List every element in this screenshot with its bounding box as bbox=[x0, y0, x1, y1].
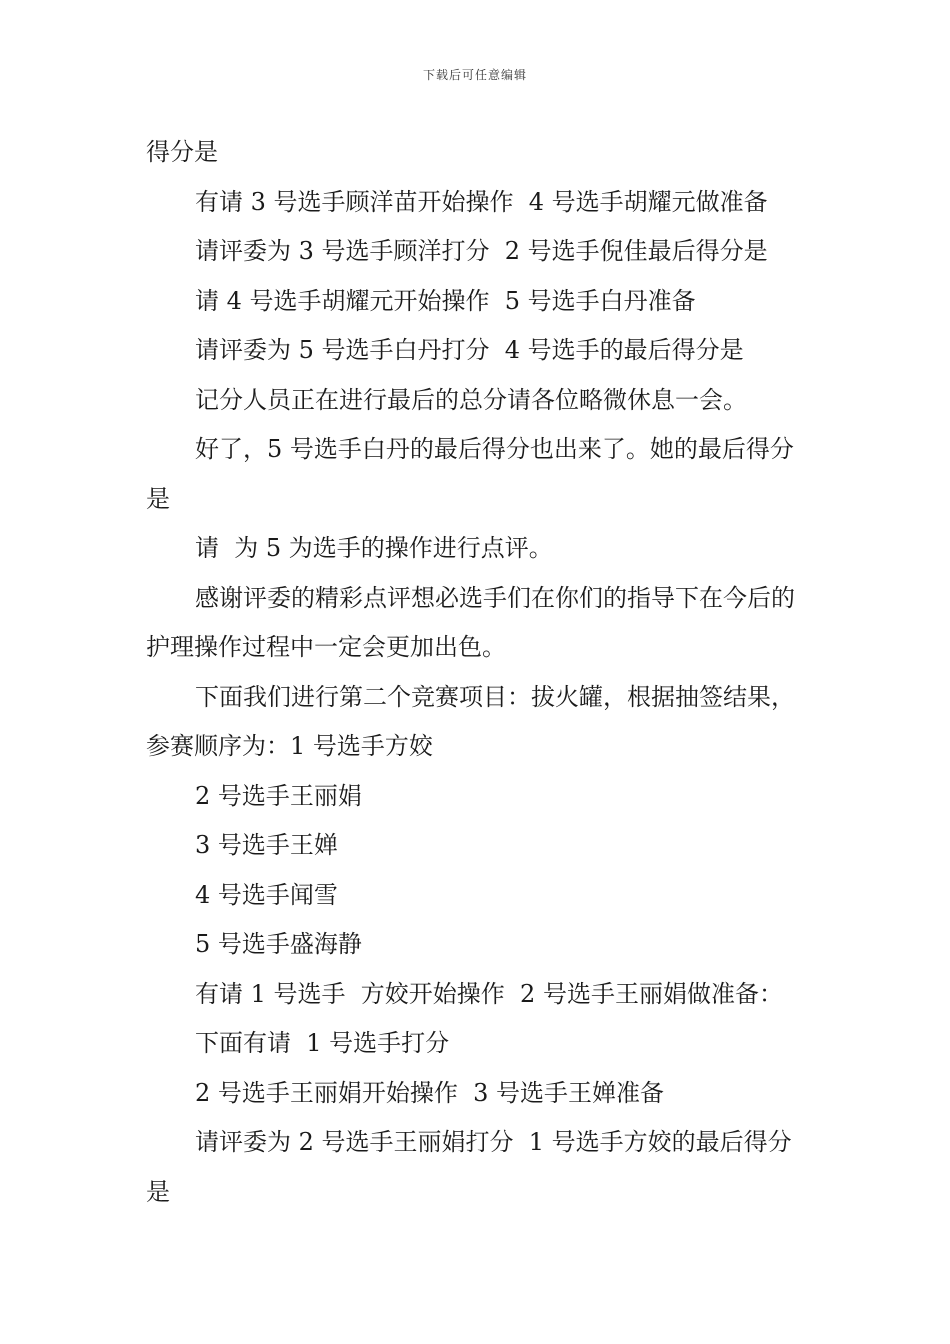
paragraph: 请 为 5 为选手的操作进行点评。 bbox=[195, 534, 553, 562]
paragraph: 有请 3 号选手顾洋苗开始操作 4 号选手胡耀元做准备 bbox=[195, 187, 768, 216]
paragraph: 2 号选手王丽娟开始操作 3 号选手王婵准备 bbox=[195, 1078, 665, 1107]
paragraph: 5 号选手盛海静 bbox=[195, 930, 362, 958]
paragraph: 3 号选手王婵 bbox=[195, 831, 338, 859]
paragraph: 请评委为 3 号选手顾洋打分 2 号选手倪佳最后得分是 bbox=[195, 237, 768, 265]
paragraph: 请评委为 2 号选手王丽娟打分 1 号选手方姣的最后得分是 bbox=[146, 1128, 792, 1206]
paragraph: 好了，5 号选手白丹的最后得分也出来了。她的最后得分是 bbox=[146, 435, 794, 513]
document-body bbox=[146, 128, 810, 1217]
paragraph: 2 号选手王丽娟 bbox=[195, 781, 362, 810]
paragraph: 有请 1 号选手 方姣开始操作 2 号选手王丽娟做准备： bbox=[195, 979, 783, 1008]
paragraph: 下面有请 1 号选手打分 bbox=[195, 1029, 450, 1057]
header-note: 下载后可任意编辑 bbox=[422, 68, 527, 82]
paragraph: 得分是 bbox=[146, 138, 218, 166]
paragraph: 请 4 号选手胡耀元开始操作 5 号选手白丹准备 bbox=[195, 286, 696, 315]
paragraph: 记分人员正在进行最后的总分请各位略微休息一会。 bbox=[195, 385, 747, 414]
paragraph: 下面我们进行第二个竞赛项目：拔火罐，根据抽签结果，参赛顺序为：1 号选手方姣 bbox=[146, 682, 795, 760]
paragraph: 4 号选手闻雪 bbox=[195, 880, 338, 909]
paragraph: 请评委为 5 号选手白丹打分 4 号选手的最后得分是 bbox=[195, 336, 744, 364]
paragraph: 感谢评委的精彩点评想必选手们在你们的指导下在今后的护理操作过程中一定会更加出色。 bbox=[146, 583, 795, 661]
